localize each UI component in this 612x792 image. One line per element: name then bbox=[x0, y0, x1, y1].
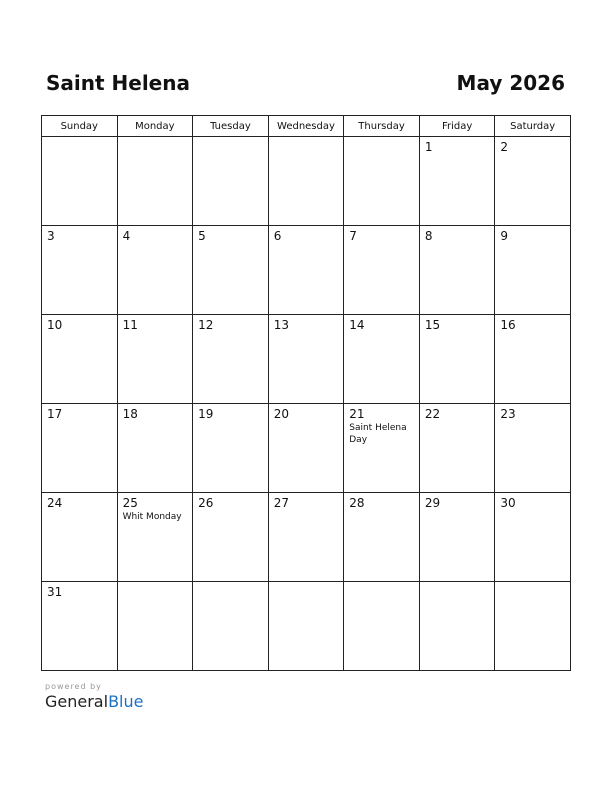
day-number: 15 bbox=[424, 318, 441, 332]
day-cell bbox=[419, 493, 495, 582]
day-number: 10 bbox=[47, 318, 63, 332]
day-cell bbox=[495, 404, 571, 493]
day-cell bbox=[419, 582, 495, 671]
day-number: 25 bbox=[122, 496, 138, 510]
day-number: 9 bbox=[500, 229, 509, 243]
calendar-week-row bbox=[42, 582, 571, 671]
weekday-header-row bbox=[42, 116, 571, 137]
day-number: 12 bbox=[198, 318, 214, 332]
day-number bbox=[269, 582, 344, 585]
day-cell bbox=[495, 137, 571, 226]
day-number: 23 bbox=[500, 407, 516, 421]
calendar-grid bbox=[41, 115, 571, 671]
brand-blue: Blue bbox=[108, 692, 144, 711]
day-number: 3 bbox=[47, 229, 55, 243]
day-cell bbox=[193, 404, 269, 493]
day-number: 8 bbox=[424, 229, 433, 243]
footer-branding bbox=[45, 682, 143, 711]
powered-by-label: powered by bbox=[45, 682, 102, 691]
day-number: 4 bbox=[122, 229, 131, 243]
day-number: 19 bbox=[198, 407, 214, 421]
day-cell bbox=[193, 315, 269, 404]
day-number: 7 bbox=[349, 229, 357, 243]
day-number: 28 bbox=[349, 496, 365, 510]
day-number: 30 bbox=[500, 496, 516, 510]
day-cell bbox=[419, 315, 495, 404]
day-number bbox=[193, 582, 268, 585]
day-number: 17 bbox=[47, 407, 63, 421]
day-cell bbox=[419, 226, 495, 315]
day-cell bbox=[117, 493, 193, 582]
day-number: 1 bbox=[424, 140, 433, 154]
day-number: 2 bbox=[500, 140, 509, 154]
day-cell bbox=[344, 226, 420, 315]
day-cell bbox=[419, 404, 495, 493]
holiday-label: Saint Helena Day bbox=[349, 423, 407, 445]
day-number: 21 bbox=[349, 407, 365, 421]
day-number: 31 bbox=[47, 585, 63, 599]
day-cell bbox=[268, 315, 344, 404]
weekday-saturday: Saturday bbox=[495, 116, 571, 137]
day-cell bbox=[42, 493, 118, 582]
brand-general: General bbox=[45, 692, 109, 711]
day-cell bbox=[344, 493, 420, 582]
calendar-week-row bbox=[42, 493, 571, 582]
day-cell bbox=[268, 493, 344, 582]
day-number bbox=[118, 582, 193, 585]
brand-logo bbox=[45, 692, 143, 711]
day-number: 29 bbox=[424, 496, 441, 510]
day-number: 16 bbox=[500, 318, 516, 332]
day-number: 24 bbox=[47, 496, 63, 510]
region-title: Saint Helena bbox=[46, 71, 190, 95]
day-number bbox=[420, 582, 495, 585]
day-number: 11 bbox=[122, 318, 138, 332]
day-cell bbox=[268, 226, 344, 315]
day-number: 27 bbox=[273, 496, 289, 510]
day-number bbox=[193, 137, 268, 140]
day-cell bbox=[42, 404, 118, 493]
weekday-friday: Friday bbox=[419, 116, 495, 137]
day-cell bbox=[268, 404, 344, 493]
calendar-week-row bbox=[42, 315, 571, 404]
day-number bbox=[118, 137, 193, 140]
day-cell bbox=[495, 226, 571, 315]
day-cell bbox=[495, 582, 571, 671]
day-number: 20 bbox=[273, 407, 289, 421]
weekday-sunday: Sunday bbox=[42, 116, 118, 137]
day-cell bbox=[117, 582, 193, 671]
day-cell bbox=[193, 226, 269, 315]
day-cell bbox=[419, 137, 495, 226]
day-number bbox=[344, 137, 419, 140]
day-cell bbox=[344, 582, 420, 671]
day-cell bbox=[117, 137, 193, 226]
day-number bbox=[495, 582, 570, 585]
day-cell bbox=[42, 315, 118, 404]
day-number: 22 bbox=[424, 407, 441, 421]
day-cell bbox=[193, 137, 269, 226]
day-number: 5 bbox=[198, 229, 206, 243]
day-cell bbox=[42, 137, 118, 226]
day-cell bbox=[117, 226, 193, 315]
day-cell bbox=[42, 582, 118, 671]
day-number: 13 bbox=[273, 318, 289, 332]
day-number bbox=[269, 137, 344, 140]
day-cell bbox=[193, 493, 269, 582]
month-year-title: May 2026 bbox=[456, 71, 565, 95]
weekday-monday: Monday bbox=[117, 116, 193, 137]
day-number: 14 bbox=[349, 318, 365, 332]
day-cell bbox=[344, 404, 420, 493]
day-cell bbox=[268, 137, 344, 226]
day-cell bbox=[495, 315, 571, 404]
day-cell bbox=[193, 582, 269, 671]
calendar-week-row bbox=[42, 404, 571, 493]
day-number: 26 bbox=[198, 496, 214, 510]
calendar-week-row bbox=[42, 226, 571, 315]
day-cell bbox=[495, 493, 571, 582]
day-number: 18 bbox=[122, 407, 138, 421]
weekday-tuesday: Tuesday bbox=[193, 116, 269, 137]
day-cell bbox=[42, 226, 118, 315]
holiday-label: Whit Monday bbox=[122, 512, 182, 522]
day-cell bbox=[344, 315, 420, 404]
day-cell bbox=[117, 404, 193, 493]
day-number: 6 bbox=[273, 229, 282, 243]
day-number bbox=[42, 137, 117, 140]
weekday-wednesday: Wednesday bbox=[268, 116, 344, 137]
weekday-thursday: Thursday bbox=[344, 116, 420, 137]
day-number bbox=[344, 582, 419, 585]
day-cell bbox=[344, 137, 420, 226]
calendar-week-row bbox=[42, 137, 571, 226]
day-cell bbox=[117, 315, 193, 404]
day-cell bbox=[268, 582, 344, 671]
